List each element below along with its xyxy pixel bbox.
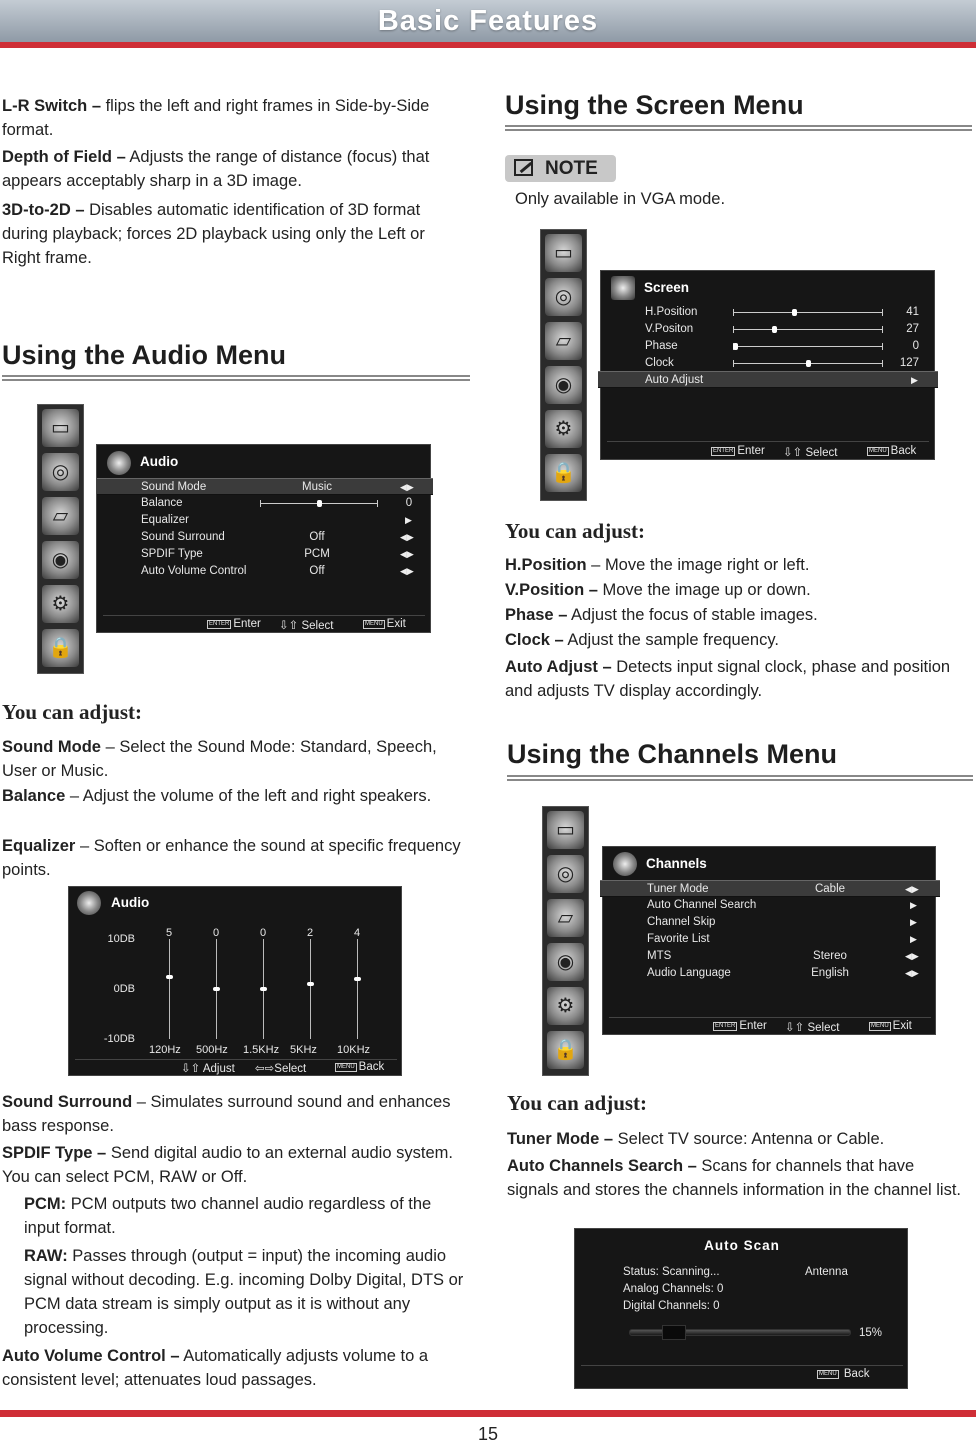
analog-channels: Analog Channels: 0 bbox=[623, 1283, 724, 1295]
channels-icon[interactable]: ◉ bbox=[547, 943, 584, 981]
db-label: 10DB bbox=[107, 933, 135, 945]
band-value: 5 bbox=[165, 927, 173, 939]
scan-source: Antenna bbox=[805, 1266, 848, 1278]
select-label: Select bbox=[807, 1022, 840, 1034]
band-value: 2 bbox=[306, 927, 314, 939]
desc: – Soften or enhance the sound at specific frequency points. bbox=[2, 837, 461, 879]
picture-icon[interactable]: ▭ bbox=[42, 409, 79, 447]
phase-item bbox=[505, 603, 970, 627]
desc: flips the left and right frames in Side-by-Side format. bbox=[2, 97, 430, 139]
menu-key-icon: MENU bbox=[869, 448, 887, 454]
menu-row-phase[interactable] bbox=[601, 338, 936, 355]
menu-row-auto-volume-control[interactable] bbox=[97, 563, 433, 580]
sound-surround-item bbox=[2, 1090, 464, 1138]
auto-volume-control-item bbox=[2, 1344, 472, 1392]
db-label: -10DB bbox=[103, 1033, 135, 1045]
row-label: Audio Language bbox=[647, 967, 731, 979]
term: PCM: bbox=[24, 1195, 67, 1213]
digital-channels: Digital Channels: 0 bbox=[623, 1300, 720, 1312]
term: L-R Switch – bbox=[2, 97, 102, 115]
exit-label: Exit bbox=[892, 1020, 912, 1032]
band-frequency: 10KHz bbox=[337, 1044, 371, 1056]
you-can-adjust-heading: You can adjust: bbox=[505, 519, 646, 543]
row-value: Off bbox=[309, 565, 325, 577]
slider-knob[interactable] bbox=[733, 343, 738, 350]
band-frequency: 120Hz bbox=[149, 1044, 181, 1056]
value-slider[interactable] bbox=[733, 346, 883, 347]
osd-title: Audio bbox=[140, 454, 179, 469]
scan-progress-marker bbox=[662, 1325, 686, 1340]
band-frequency: 5KHz bbox=[290, 1044, 317, 1056]
spdif-type-item bbox=[2, 1141, 470, 1189]
menu-row-auto-adjust[interactable] bbox=[598, 371, 938, 388]
band-track[interactable] bbox=[169, 939, 170, 1039]
term: Sound Surround bbox=[2, 1093, 133, 1111]
screen-icon[interactable]: ▱ bbox=[545, 322, 582, 360]
page-number: 15 bbox=[477, 1424, 499, 1444]
term: Tuner Mode – bbox=[507, 1130, 614, 1148]
menu-row-v-positon[interactable] bbox=[601, 321, 936, 338]
lr-switch-item bbox=[2, 94, 462, 142]
row-label: Sound Mode bbox=[141, 481, 207, 493]
osd-title: Channels bbox=[646, 856, 707, 871]
channels-section-title: Using the Channels Menu bbox=[507, 739, 838, 769]
band-frequency: 1.5KHz bbox=[243, 1044, 280, 1056]
up-down-arrow-icon: ⇩⇧ bbox=[181, 1063, 201, 1075]
term: V.Position – bbox=[505, 581, 598, 599]
audio-icon[interactable]: ◎ bbox=[42, 453, 79, 491]
desc: Adjusts the range of distance (focus) that appears acceptably sharp in a 3D image. bbox=[2, 148, 430, 190]
menu-row-tuner-mode[interactable] bbox=[600, 880, 940, 897]
scan-status: Status: Scanning... bbox=[623, 1266, 720, 1278]
row-value: English bbox=[811, 967, 849, 979]
term: Auto Adjust – bbox=[505, 658, 612, 676]
osd-footer-select bbox=[783, 445, 837, 459]
menu-row-equalizer[interactable] bbox=[97, 512, 433, 529]
back-label: Back bbox=[358, 1061, 385, 1073]
osd-footer-adjust bbox=[181, 1061, 235, 1075]
term: Equalizer bbox=[2, 837, 76, 855]
desc: Detects input signal clock, phase and position and adjusts TV display accordingly. bbox=[505, 658, 951, 700]
row-label: Favorite List bbox=[647, 933, 710, 945]
row-label: Channel Skip bbox=[647, 916, 716, 928]
row-label: Equalizer bbox=[141, 514, 189, 526]
adjust-label: Adjust bbox=[202, 1063, 235, 1075]
osd-footer-enter bbox=[711, 445, 765, 457]
band-track[interactable] bbox=[357, 939, 358, 1039]
divider bbox=[103, 615, 425, 616]
screen-menu-osd bbox=[600, 270, 935, 460]
note-badge bbox=[505, 155, 616, 182]
row-label: Clock bbox=[645, 357, 674, 369]
menu-row-spdif-type[interactable] bbox=[97, 546, 433, 563]
channels-icon bbox=[613, 852, 637, 876]
osd-title: Screen bbox=[644, 280, 690, 295]
left-right-arrow-icon: ⇦⇨ bbox=[255, 1063, 275, 1075]
menu-key-icon: MENU bbox=[365, 621, 383, 627]
menu-row-sound-surround[interactable] bbox=[97, 529, 433, 546]
pcm-item bbox=[24, 1192, 470, 1240]
audio-icon[interactable]: ◎ bbox=[547, 855, 584, 893]
value-slider[interactable] bbox=[733, 312, 883, 313]
osd-footer-select bbox=[279, 618, 333, 632]
value-slider[interactable] bbox=[733, 363, 883, 364]
right-arrow-icon[interactable]: ▶ bbox=[910, 917, 917, 927]
left-right-arrows-icon[interactable]: ◀▶ bbox=[400, 482, 414, 492]
row-value: 127 bbox=[899, 357, 919, 369]
osd-icon-sidebar bbox=[542, 806, 589, 1076]
slider-knob[interactable] bbox=[317, 500, 322, 507]
osd-footer-enter bbox=[207, 618, 261, 630]
lock-icon[interactable]: 🔒 bbox=[545, 454, 582, 492]
band-knob[interactable] bbox=[213, 987, 220, 991]
desc: – Simulates surround sound and enhances bass response. bbox=[2, 1093, 451, 1135]
left-right-arrows-icon[interactable]: ◀▶ bbox=[905, 951, 919, 961]
term: RAW: bbox=[24, 1247, 68, 1265]
menu-row-favorite-list[interactable] bbox=[603, 931, 937, 948]
desc: Disables automatic identification of 3D format during playback; forces 2D playback using only the Left or Right frame. bbox=[2, 201, 425, 267]
term: Auto Channels Search – bbox=[507, 1157, 697, 1175]
balance-slider[interactable] bbox=[260, 503, 378, 504]
band-knob[interactable] bbox=[307, 982, 314, 986]
footer-rule bbox=[0, 1410, 976, 1417]
lock-icon[interactable]: 🔒 bbox=[42, 629, 79, 667]
band-value: 0 bbox=[259, 927, 267, 939]
picture-icon[interactable]: ▭ bbox=[545, 234, 582, 272]
enter-label: Enter bbox=[233, 618, 261, 630]
menu-row-h-position[interactable] bbox=[601, 304, 936, 321]
row-label: Auto Channel Search bbox=[647, 899, 757, 911]
sound-mode-item bbox=[2, 735, 464, 783]
band-knob[interactable] bbox=[354, 977, 361, 981]
section-rule bbox=[2, 375, 470, 381]
osd-title: Audio bbox=[111, 895, 150, 910]
row-label: Auto Adjust bbox=[645, 374, 704, 386]
value-slider[interactable] bbox=[733, 329, 883, 330]
screen-icon[interactable]: ▱ bbox=[42, 497, 79, 535]
left-right-arrows-icon[interactable]: ◀▶ bbox=[400, 532, 414, 542]
row-label: H.Position bbox=[645, 306, 698, 318]
band-knob[interactable] bbox=[166, 975, 173, 979]
term: Depth of Field – bbox=[2, 148, 126, 166]
channels-icon[interactable]: ◉ bbox=[42, 541, 79, 579]
enter-label: Enter bbox=[739, 1020, 767, 1032]
desc: Select TV source: Antenna or Cable. bbox=[613, 1130, 885, 1148]
note-pencil-icon bbox=[514, 159, 533, 176]
term: Balance bbox=[2, 787, 66, 805]
term: Auto Volume Control – bbox=[2, 1347, 180, 1365]
row-value: 0 bbox=[912, 340, 919, 352]
setup-icon[interactable]: ⚙ bbox=[545, 410, 582, 448]
row-label: Auto Volume Control bbox=[141, 565, 247, 577]
desc: PCM outputs two channel audio regardless of the input format. bbox=[24, 1195, 432, 1237]
desc: Passes through (output = input) the incoming audio signal without decoding. E.g. incoming Dolby Digital, DTS or PCM data stream is simply output as it is without any processing. bbox=[24, 1247, 464, 1337]
tuner-mode-item bbox=[507, 1127, 971, 1151]
row-label: Balance bbox=[141, 497, 183, 509]
clock-item bbox=[505, 628, 970, 652]
section-rule bbox=[507, 775, 973, 781]
auto-adjust-item bbox=[505, 655, 971, 703]
auto-scan-osd bbox=[574, 1228, 908, 1389]
equalizer-osd bbox=[68, 886, 402, 1076]
page-title: Basic Features bbox=[377, 5, 599, 37]
right-arrow-icon[interactable]: ▶ bbox=[910, 934, 917, 944]
osd-footer-back bbox=[335, 1061, 384, 1073]
exit-label: Exit bbox=[386, 618, 406, 630]
right-arrow-icon[interactable]: ▶ bbox=[910, 900, 917, 910]
auto-channels-search-item bbox=[507, 1154, 967, 1202]
select-label: Select bbox=[805, 447, 838, 459]
osd-footer-exit bbox=[363, 618, 406, 630]
row-value: Cable bbox=[814, 883, 846, 895]
left-right-arrows-icon[interactable]: ◀▶ bbox=[400, 549, 414, 559]
term: H.Position bbox=[505, 556, 587, 574]
divider bbox=[581, 1365, 903, 1366]
desc: Scans for channels that have signals and stores the channels information in the channel list. bbox=[507, 1157, 962, 1199]
desc: Adjust the focus of stable images. bbox=[567, 606, 818, 624]
audio-icon bbox=[77, 891, 101, 915]
screen-section-title: Using the Screen Menu bbox=[505, 90, 804, 120]
equalizer-item bbox=[2, 834, 470, 882]
left-right-arrows-icon[interactable]: ◀▶ bbox=[905, 884, 919, 894]
audio-icon bbox=[107, 451, 131, 475]
row-value: Stereo bbox=[813, 950, 847, 962]
desc: – Move the image right or left. bbox=[586, 556, 810, 574]
menu-key-icon: MENU bbox=[819, 1371, 837, 1377]
menu-row-auto-channel-search[interactable] bbox=[603, 897, 937, 914]
desc: Adjust the sample frequency. bbox=[563, 631, 779, 649]
you-can-adjust-heading: You can adjust: bbox=[507, 1091, 648, 1115]
row-label: V.Positon bbox=[645, 323, 694, 335]
term: Sound Mode bbox=[2, 738, 101, 756]
screen-icon bbox=[611, 276, 635, 300]
desc: – Adjust the volume of the left and right speakers. bbox=[65, 787, 432, 805]
v-position-item bbox=[505, 578, 970, 602]
band-track[interactable] bbox=[310, 939, 311, 1039]
osd-footer-back bbox=[817, 1368, 869, 1380]
band-value: 0 bbox=[212, 927, 220, 939]
term: Clock – bbox=[505, 631, 564, 649]
row-label: Sound Surround bbox=[141, 531, 225, 543]
slider-knob[interactable] bbox=[806, 360, 811, 367]
desc: Move the image up or down. bbox=[597, 581, 811, 599]
setup-icon[interactable]: ⚙ bbox=[547, 987, 584, 1025]
picture-icon[interactable]: ▭ bbox=[547, 811, 584, 849]
select-label: Select bbox=[274, 1063, 307, 1075]
select-label: Select bbox=[301, 620, 334, 632]
osd-icon-sidebar bbox=[540, 229, 587, 501]
depth-of-field-item bbox=[2, 145, 470, 193]
left-right-arrows-icon[interactable]: ◀▶ bbox=[905, 968, 919, 978]
divider bbox=[75, 1059, 397, 1060]
note-label: NOTE bbox=[545, 158, 598, 179]
menu-key-icon: MENU bbox=[871, 1023, 889, 1029]
audio-icon[interactable]: ◎ bbox=[545, 278, 582, 316]
you-can-adjust-heading: You can adjust: bbox=[2, 700, 143, 724]
audio-menu-osd bbox=[96, 444, 431, 633]
osd-footer-select bbox=[785, 1020, 839, 1034]
osd-footer-exit bbox=[869, 1020, 912, 1032]
h-position-item bbox=[505, 553, 970, 577]
menu-key-icon: MENU bbox=[337, 1064, 355, 1070]
desc: Send digital audio to an external audio system. You can select PCM, RAW or Off. bbox=[2, 1144, 453, 1186]
desc: – Select the Sound Mode: Standard, Speech, User or Music. bbox=[2, 738, 437, 780]
slider-knob[interactable] bbox=[792, 309, 797, 316]
menu-row-sound-mode[interactable] bbox=[97, 478, 433, 495]
slider-knob[interactable] bbox=[772, 326, 777, 333]
audio-section-title: Using the Audio Menu bbox=[2, 340, 286, 370]
scan-progress-label: 15% bbox=[859, 1327, 883, 1339]
3d-to-2d-item bbox=[2, 198, 464, 270]
enter-label: Enter bbox=[737, 445, 765, 457]
row-value: PCM bbox=[304, 548, 330, 560]
row-label: MTS bbox=[647, 950, 672, 962]
row-label: SPDIF Type bbox=[141, 548, 203, 560]
osd-title: Auto Scan bbox=[704, 1238, 780, 1253]
screen-icon[interactable]: ▱ bbox=[547, 899, 584, 937]
desc: Automatically adjusts volume to a consistent level; attenuates loud passages. bbox=[2, 1347, 429, 1389]
page-header bbox=[0, 0, 976, 48]
note-text: Only available in VGA mode. bbox=[515, 190, 726, 208]
up-down-arrow-icon: ⇩⇧ bbox=[279, 620, 299, 632]
left-right-arrows-icon[interactable]: ◀▶ bbox=[400, 566, 414, 576]
menu-row-mts[interactable] bbox=[603, 948, 937, 965]
enter-key-icon: ENTER bbox=[209, 621, 230, 627]
osd-footer-enter bbox=[713, 1020, 767, 1032]
band-frequency: 500Hz bbox=[196, 1044, 228, 1056]
row-value: 41 bbox=[906, 306, 919, 318]
channels-menu-osd bbox=[602, 846, 936, 1035]
divider bbox=[609, 1017, 931, 1018]
section-rule bbox=[505, 125, 972, 131]
term: SPDIF Type – bbox=[2, 1144, 107, 1162]
raw-item bbox=[24, 1244, 470, 1340]
setup-icon[interactable]: ⚙ bbox=[42, 585, 79, 623]
band-knob[interactable] bbox=[260, 987, 267, 991]
osd-footer-back bbox=[867, 445, 916, 457]
up-down-arrow-icon: ⇩⇧ bbox=[783, 447, 803, 459]
enter-key-icon: ENTER bbox=[713, 448, 734, 454]
osd-footer-select bbox=[255, 1061, 306, 1075]
osd-icon-sidebar bbox=[37, 404, 84, 674]
menu-row-audio-language[interactable] bbox=[603, 965, 937, 982]
db-label: 0DB bbox=[113, 983, 135, 995]
enter-key-icon: ENTER bbox=[715, 1023, 736, 1029]
menu-row-channel-skip[interactable] bbox=[603, 914, 937, 931]
channels-icon[interactable]: ◉ bbox=[545, 366, 582, 404]
back-label: Back bbox=[843, 1368, 870, 1380]
term: 3D-to-2D – bbox=[2, 201, 85, 219]
menu-row-clock[interactable] bbox=[601, 355, 936, 372]
row-value: 27 bbox=[906, 323, 919, 335]
menu-row-balance[interactable] bbox=[97, 495, 433, 512]
row-value: Off bbox=[309, 531, 325, 543]
row-label: Phase bbox=[645, 340, 678, 352]
up-down-arrow-icon: ⇩⇧ bbox=[785, 1022, 805, 1034]
right-arrow-icon[interactable]: ▶ bbox=[405, 515, 412, 525]
term: Phase – bbox=[505, 606, 568, 624]
band-value: 4 bbox=[353, 927, 361, 939]
back-label: Back bbox=[890, 445, 917, 457]
right-arrow-icon[interactable]: ▶ bbox=[911, 375, 918, 385]
row-value: Music bbox=[301, 481, 333, 493]
lock-icon[interactable]: 🔒 bbox=[547, 1031, 584, 1069]
row-value: 0 bbox=[405, 497, 413, 509]
row-label: Tuner Mode bbox=[647, 883, 709, 895]
divider bbox=[607, 441, 929, 442]
balance-item bbox=[2, 784, 464, 808]
